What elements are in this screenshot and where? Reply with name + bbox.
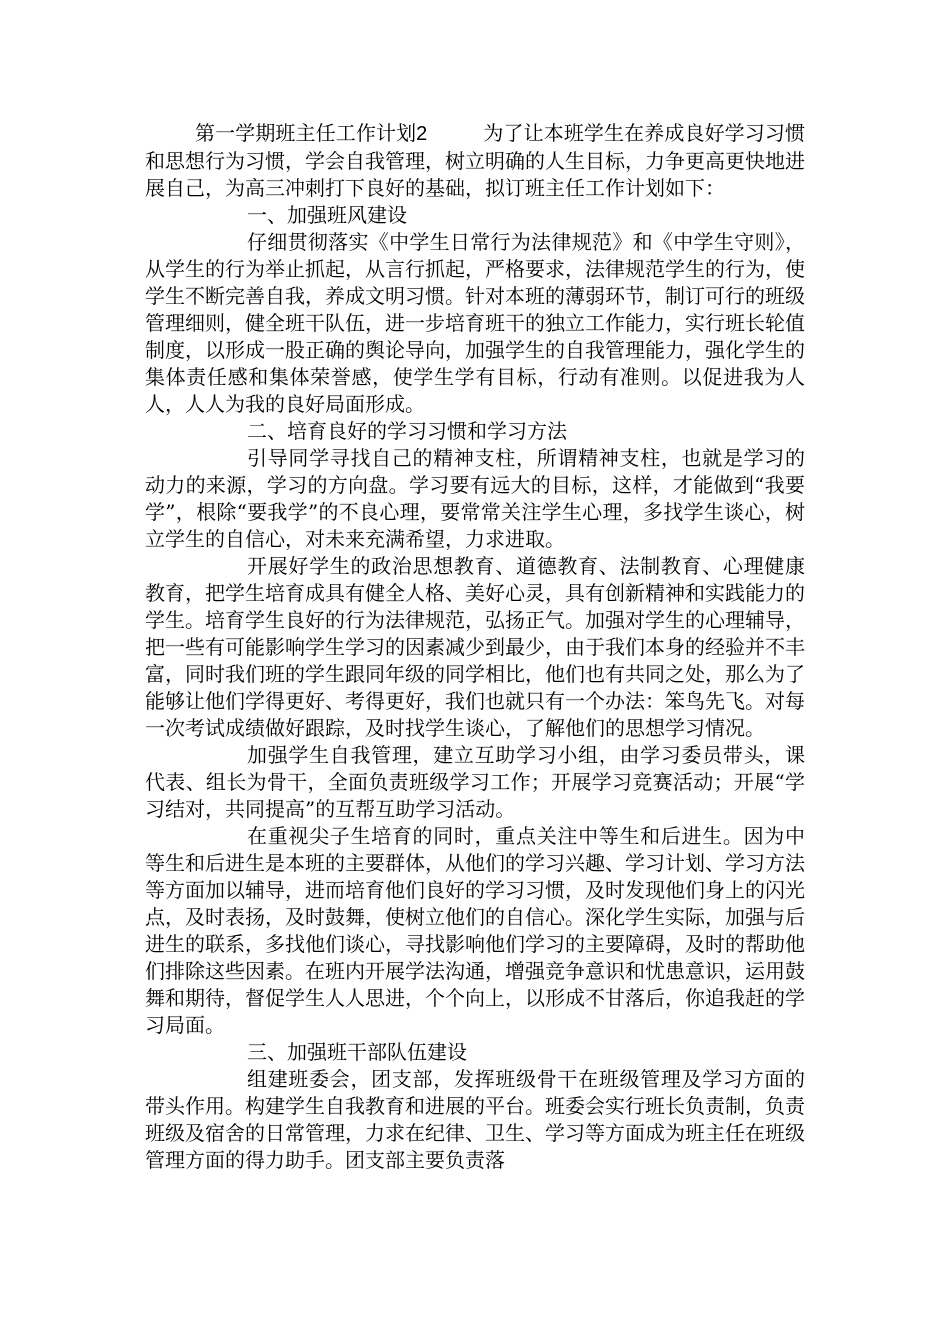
section-heading-1: 一、加强班风建设: [247, 203, 407, 227]
section1-paragraph-1: 仔细贯彻落实《中学生日常行为法律规范》和《中学生守则》，从学生的行为举止抓起，从言行抓起，严格要求，法律规范学生的行为，使学生不断完善自我，养成文明习惯。针对本班的薄弱环节，制订可行的班级管理细则，健全班干队伍，进一步培育班干的独立工作能力，实行班长轮值制度，以形成一股正确的舆论导向，加强学生的自我管理能力，强化学生的集体责任感和集体荣誉感，使学生学有目标，行动有准则。以促进我为人人，人人为我的良好局面形成。: [145, 230, 805, 416]
intro-text: 为了让本班学生在养成良好学习习惯和思想行为习惯，学会自我管理，树立明确的人生目标，力争更高更快地进展自己，为高三冲刺打下良好的基础，拟订班主任工作计划如下：: [145, 121, 806, 200]
intro-paragraph: [145, 120, 805, 202]
section2-paragraph-3: 加强学生自我管理，建立互助学习小组，由学习委员带头，课代表、组长为骨干，全面负责班级学习工作；开展学习竞赛活动；开展“学习结对，共同提高”的互帮互助学习活动。: [145, 743, 805, 821]
section-heading-3: 三、加强班干部队伍建设: [247, 1040, 467, 1064]
section2-paragraph-4: 在重视尖子生培育的同时，重点关注中等生和后进生。因为中等生和后进生是本班的主要群体，从他们的学习兴趣、学习计划、学习方法等方面加以辅导，进而培育他们良好的学习习惯，及时发现他们身上的闪光点，及时表扬，及时鼓舞，使树立他们的自信心。深化学生实际，加强与后进生的联系，多找他们谈心，寻找影响他们学习的主要障碍，及时的帮助他们排除这些因素。在班内开展学法沟通，增强竞争意识和忧患意识，运用鼓舞和期待，督促学生人人思进，个个向上，以形成不甘落后，你追我赶的学习局面。: [145, 824, 805, 1037]
document-page: [145, 120, 805, 1174]
document-title: 第一学期班主任工作计划: [195, 121, 417, 145]
section2-paragraph-1: 引导同学寻找自己的精神支柱，所谓精神支柱，也就是学习的动力的来源，学习的方向盘。学习要有远大的目标，这样，才能做到“我要学”，根除“要我学”的不良心理，要常常关注学生心理，多找学生谈心，树立学生的自信心，对未来充满希望，力求进取。: [145, 446, 805, 551]
document-title-number: 2: [416, 123, 428, 145]
section3-paragraph-1: 组建班委会，团支部，发挥班级骨干在班级管理及学习方面的带头作用。构建学生自我教育和进展的平台。班委会实行班长负责制，负责班级及宿舍的日常管理，力求在纪律、卫生、学习等方面成为班主任在班级管理方面的得力助手。团支部主要负责落: [145, 1067, 805, 1172]
section2-paragraph-2: 开展好学生的政治思想教育、道德教育、法制教育、心理健康教育，把学生培育成具有健全人格、美好心灵，具有创新精神和实践能力的学生。培育学生良好的行为法律规范，弘扬正气。加强对学生的心理辅导，把一些有可能影响学生学习的因素减少到最少，由于我们本身的经验并不丰富，同时我们班的学生跟同年级的同学相比，他们也有共同之处，那么为了能够让他们学得更好、考得更好，我们也就只有一个办法：笨鸟先飞。对每一次考试成绩做好跟踪，及时找学生谈心，了解他们的思想学习情况。: [145, 554, 805, 740]
section-heading-2: 二、培育良好的学习习惯和学习方法: [247, 419, 567, 443]
